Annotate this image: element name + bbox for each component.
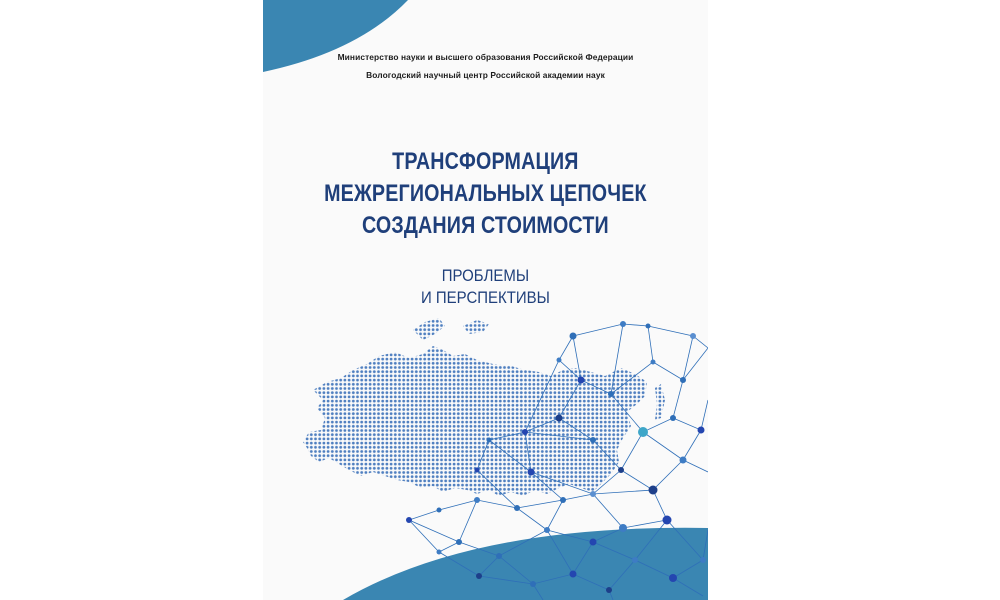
sakhalin-dotted <box>655 384 665 420</box>
book-subtitle-line-1: ПРОБЛЕМЫ <box>441 266 530 285</box>
bottom-arc-decoration <box>343 528 708 600</box>
arctic-islands-dotted <box>463 320 489 334</box>
book-subtitle-line-2: И ПЕРСПЕКТИВЫ <box>421 288 550 307</box>
book-title-line-2: МЕЖРЕГИОНАЛЬНЫХ ЦЕПОЧЕК <box>324 180 647 207</box>
book-title-line-3: СОЗДАНИЯ СТОИМОСТИ <box>362 212 609 239</box>
ministry-name: Министерство науки и высшего образования Российской Федерации <box>337 52 634 62</box>
book-cover <box>263 0 708 600</box>
novaya-zemlya-dotted <box>413 318 445 340</box>
russia-map-dotted <box>303 346 647 496</box>
research-center-name: Вологодский научный центр Российской академии наук <box>366 70 605 80</box>
book-title-line-1: ТРАНСФОРМАЦИЯ <box>392 148 579 175</box>
